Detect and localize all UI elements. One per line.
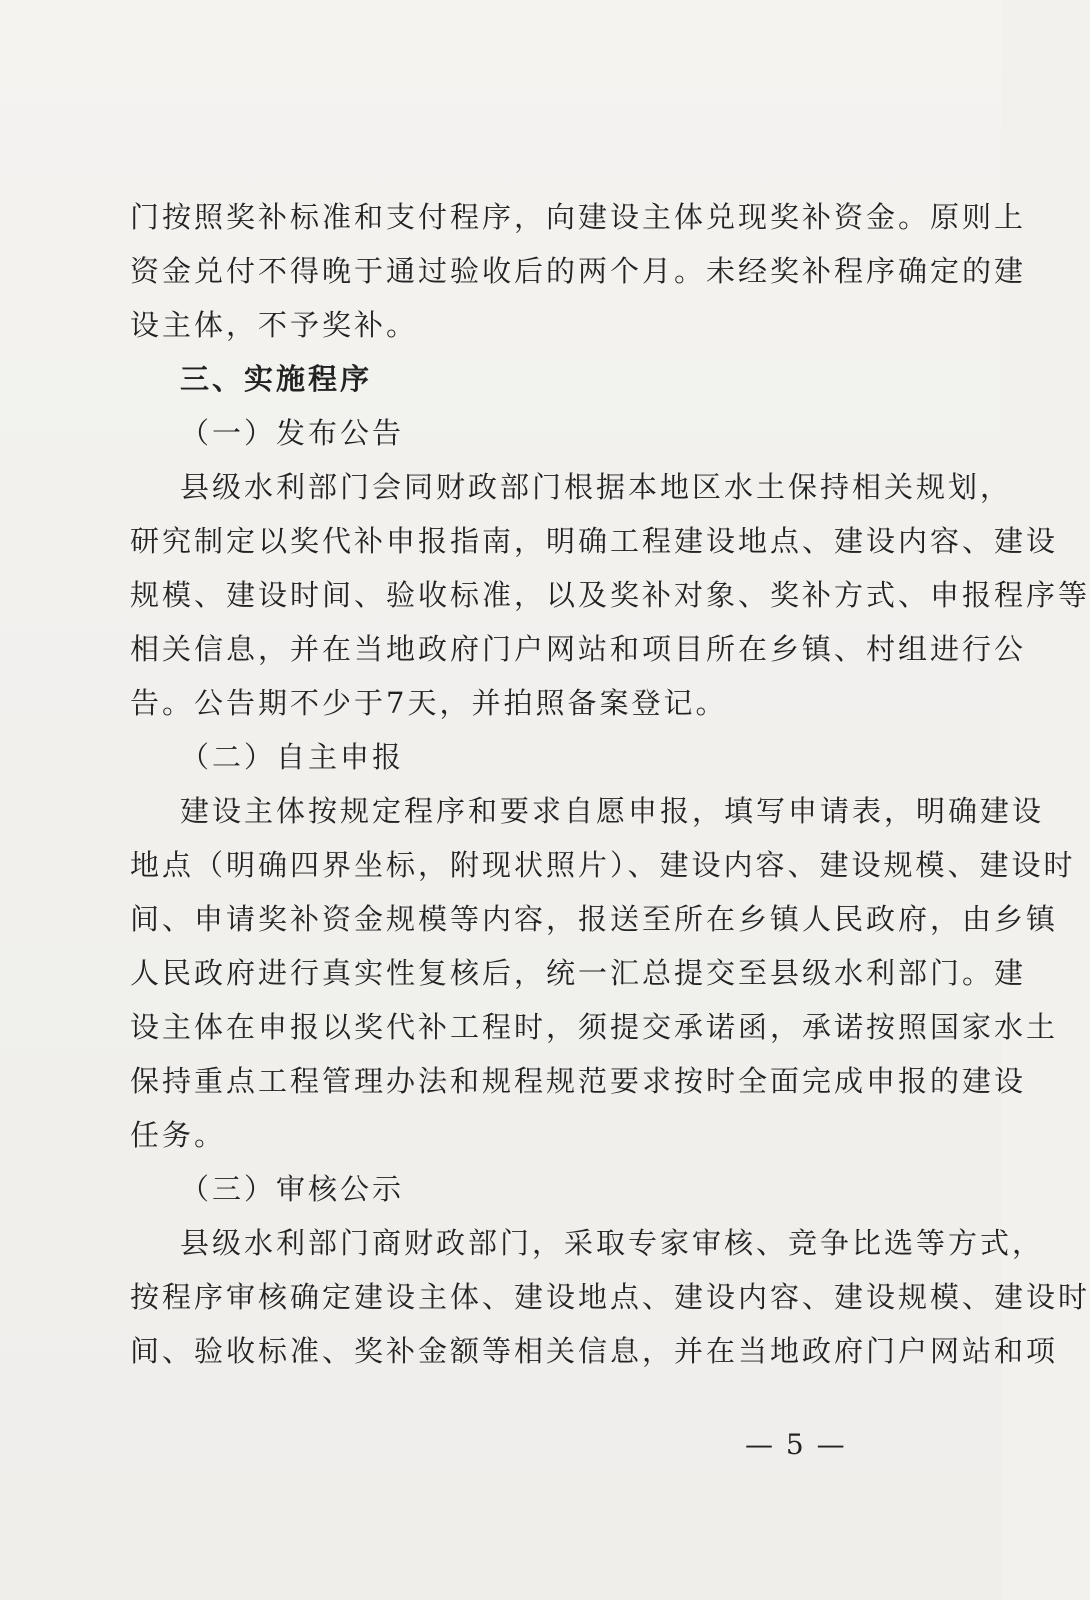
page-number: — 5 —	[745, 1428, 847, 1461]
subsection-heading: （三）审核公示	[180, 1172, 405, 1206]
paragraph-line: 间、申请奖补资金规模等内容，报送至所在乡镇人民政府，由乡镇	[130, 902, 1059, 936]
paragraph-line: 地点（明确四界坐标，附现状照片）、建设内容、建设规模、建设时	[130, 848, 1076, 882]
paragraph-line: 保持重点工程管理办法和规程规范要求按时全面完成申报的建设	[130, 1064, 1027, 1098]
paragraph-line: 按程序审核确定建设主体、建设地点、建设内容、建设规模、建设时	[130, 1280, 1090, 1314]
paragraph-line: 间、验收标准、奖补金额等相关信息，并在当地政府门户网站和项	[130, 1334, 1059, 1368]
paragraph-line: 规模、建设时间、验收标准，以及奖补对象、奖补方式、申报程序等	[130, 578, 1090, 612]
section-heading: 三、实施程序	[180, 362, 373, 396]
subsection-heading: （一）发布公告	[180, 416, 405, 450]
paragraph-line: 人民政府进行真实性复核后，统一汇总提交至县级水利部门。建	[130, 956, 1027, 990]
paragraph-line: 县级水利部门商财政部门，采取专家审核、竞争比选等方式，	[180, 1226, 1045, 1260]
paragraph-line: 设主体，不予奖补。	[130, 308, 419, 342]
paragraph-line: 研究制定以奖代补申报指南，明确工程建设地点、建设内容、建设	[130, 524, 1059, 558]
paragraph-line: 相关信息，并在当地政府门户网站和项目所在乡镇、村组进行公	[130, 632, 1027, 666]
paragraph-line: 任务。	[130, 1118, 227, 1152]
paragraph-line: 告。公告期不少于7天，并拍照备案登记。	[130, 686, 728, 720]
paragraph-line: 县级水利部门会同财政部门根据本地区水土保持相关规划，	[180, 470, 1013, 504]
subsection-heading: （二）自主申报	[180, 740, 405, 774]
paragraph-line: 建设主体按规定程序和要求自愿申报，填写申请表，明确建设	[180, 794, 1045, 828]
document-body	[130, 190, 1090, 1378]
paragraph-line: 资金兑付不得晚于通过验收后的两个月。未经奖补程序确定的建	[130, 254, 1027, 288]
paragraph-line: 设主体在申报以奖代补工程时，须提交承诺函，承诺按照国家水土	[130, 1010, 1059, 1044]
paragraph-line: 门按照奖补标准和支付程序，向建设主体兑现奖补资金。原则上	[130, 200, 1027, 234]
